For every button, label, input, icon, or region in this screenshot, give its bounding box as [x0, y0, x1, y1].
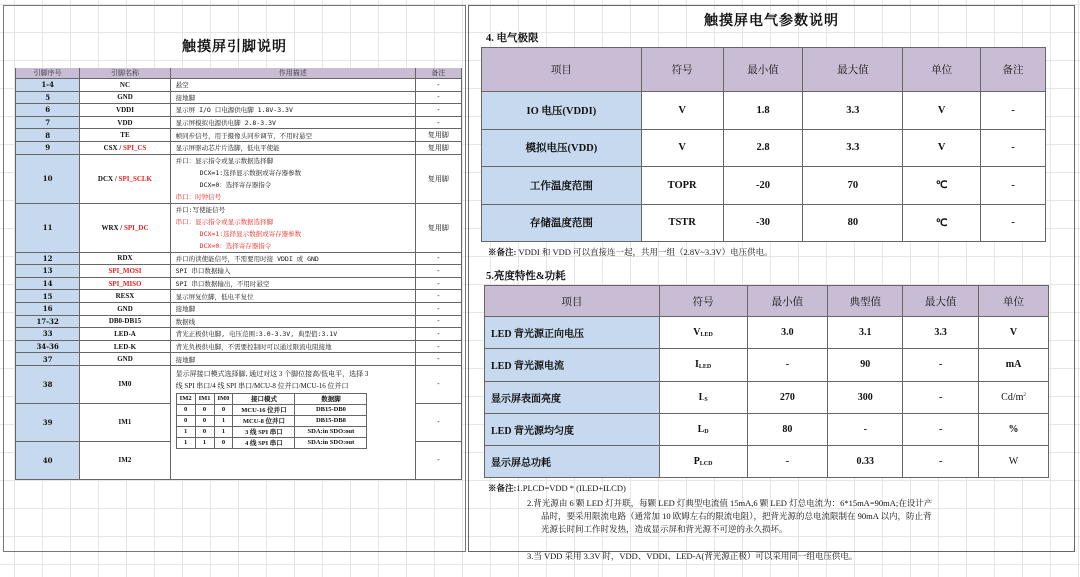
param-symbol [659, 381, 747, 413]
table-row [485, 381, 1049, 413]
im1-value: 1 [195, 437, 214, 448]
pin-note: 复用脚 [415, 129, 461, 142]
param-unit: V [979, 317, 1049, 349]
electrical-panel-title: 触摸屏电气参数说明 [704, 13, 839, 29]
param-unit [979, 381, 1049, 413]
pin-name-parallel: DCX / [97, 174, 119, 183]
header-item: 项目 [482, 48, 642, 92]
brightness-note-2 [527, 497, 1057, 536]
param-max: - [903, 349, 979, 381]
pin-note: 复用脚 [415, 154, 461, 203]
table-row [16, 129, 462, 142]
pin-name: IM2 [80, 441, 170, 479]
header-pin-desc: 作用描述 [170, 68, 415, 79]
symbol-main: P [693, 456, 700, 468]
note-text: 1.PLCD=VDD * (ILED+ILCD) [516, 483, 626, 493]
pin-seq: 16 [16, 302, 80, 315]
param-item: 工作温度范围 [482, 167, 642, 205]
pin-note: - [415, 441, 461, 479]
header-symbol: 符号 [641, 48, 723, 92]
pin-name: GND [80, 302, 170, 315]
pin-seq: 37 [16, 353, 80, 366]
data-pins: DB15-DB0 [295, 404, 367, 415]
brightness-table-header [485, 286, 1049, 317]
param-max: 3.3 [903, 317, 979, 349]
pin-desc: 帧同步信号，用于摄像头同步调节，不用时悬空 [170, 129, 415, 142]
param-symbol: V [641, 92, 723, 130]
pin-note: - [415, 340, 461, 353]
param-symbol [659, 446, 747, 478]
param-symbol: V [641, 129, 723, 167]
pin-seq: 6 [16, 104, 80, 117]
param-unit: W [979, 446, 1049, 478]
im1-value: 0 [195, 426, 214, 437]
table-row [16, 141, 462, 154]
param-symbol: TOPR [641, 167, 723, 205]
param-note: - [981, 167, 1046, 205]
table-row [16, 154, 462, 203]
pin-seq: 15 [16, 290, 80, 303]
param-typ: 300 [828, 381, 903, 413]
unit-main: Cd/m [1001, 391, 1024, 403]
param-max: 80 [803, 204, 903, 242]
pin-note: - [415, 328, 461, 341]
data-pins: DB15-DB8 [295, 415, 367, 426]
table-row [16, 365, 462, 403]
table-row [16, 91, 462, 104]
desc-line: DCX=0：选择寄存器指令 [199, 180, 272, 189]
param-min: 1.8 [723, 92, 803, 130]
pin-note: 复用脚 [415, 203, 461, 252]
header-typ: 典型值 [828, 286, 903, 317]
pin-name-parallel: CSX / [103, 143, 124, 152]
unit-sup: 2 [1023, 392, 1026, 398]
param-unit: V [903, 129, 981, 167]
desc-line: 并口:写使能信号 [175, 205, 226, 214]
symbol-sub: LED [700, 332, 713, 339]
param-typ: - [828, 413, 903, 445]
symbol-main: I [694, 359, 699, 371]
interface-mode: MCU-16 位并口 [233, 404, 295, 415]
table-row [482, 92, 1046, 130]
interface-mode-table [176, 393, 368, 449]
im2-value: 1 [176, 426, 195, 437]
pin-desc [170, 203, 415, 252]
limits-table-header [482, 48, 1046, 92]
pin-desc: 数据线 [170, 315, 415, 328]
table-row [482, 129, 1046, 167]
param-item: LED 背光源均匀度 [485, 413, 660, 445]
param-max: - [903, 446, 979, 478]
pin-desc [170, 154, 415, 203]
pin-desc: 显示屏模拟电源供电脚 2.8-3.3V [170, 116, 415, 129]
param-min: - [747, 446, 828, 478]
pin-seq: 34-36 [16, 340, 80, 353]
param-item: LED 背光源电流 [485, 349, 660, 381]
sub-table-row [176, 415, 367, 426]
data-pins: SDA:in SDO:out [295, 426, 367, 437]
im2-value: 0 [176, 415, 195, 426]
param-min: 3.0 [747, 317, 828, 349]
header-item: 项目 [485, 286, 660, 317]
param-item: 模拟电压(VDD) [482, 129, 642, 167]
pin-name: RDX [80, 252, 170, 265]
pin-name-spi: SPI_SCLK [118, 174, 153, 183]
param-item: 显示屏总功耗 [485, 446, 660, 478]
electrical-params-panel [468, 5, 1075, 561]
pin-desc: SPI 串口数据输出，不用时悬空 [170, 277, 415, 290]
param-min: 80 [747, 413, 828, 445]
pin-seq: 13 [16, 265, 80, 278]
header-pin-note: 备注 [415, 68, 461, 79]
note-text: VDDI 和 VDD 可以直接连一起，共用一组（2.8V~3.3V）电压供电。 [516, 247, 773, 257]
sub-header: 数据脚 [295, 393, 367, 404]
pin-desc: 背光正极供电脚, 电压范围:3.0-3.3V, 典型值:3.1V [170, 328, 415, 341]
table-row [482, 204, 1046, 242]
pin-name: SPI_MOSI [80, 265, 170, 278]
pin-note: - [415, 91, 461, 104]
pin-seq: 8 [16, 129, 80, 142]
pin-seq: 7 [16, 116, 80, 129]
sub-table-header [176, 393, 367, 404]
symbol-main: L [697, 424, 705, 436]
param-min: -30 [723, 204, 803, 242]
pin-seq: 11 [16, 203, 80, 252]
pin-name: GND [80, 353, 170, 366]
pin-desc: 接地脚 [170, 353, 415, 366]
pin-name: VDDI [80, 104, 170, 117]
pin-desc: 显示屏复位脚，低电平复位 [170, 290, 415, 303]
param-item: LED 背光源正向电压 [485, 317, 660, 349]
note-text: 2.背光源由 6 颗 LED 灯并联，每颗 LED 灯典型电流值 15mA,6 颗 LED 灯总电流为：6*15mA=90mA;在设计产 [527, 498, 933, 508]
desc-line: DCX=1:选择显示数据或寄存器参数 [199, 168, 302, 177]
table-row [16, 79, 462, 92]
pin-panel-title: 触摸屏引脚说明 [182, 39, 287, 55]
pin-name: RESX [80, 290, 170, 303]
sub-header: IM0 [214, 393, 233, 404]
pin-note: - [415, 252, 461, 265]
pin-seq: 10 [16, 154, 80, 203]
brightness-note-3: 3.当 VDD 采用 3.3V 时，VDD、VDDI、LED-A(背光源正极）可以采用同一组电压供电。 [527, 551, 858, 561]
header-min: 最小值 [723, 48, 803, 92]
param-item: 存储温度范围 [482, 204, 642, 242]
interface-mode: MCU-8 位并口 [233, 415, 295, 426]
table-row [16, 265, 462, 278]
sub-table-row [176, 426, 367, 437]
symbol-sub: LCD [699, 461, 713, 468]
pin-name-parallel: WRX / [101, 223, 124, 232]
sub-header: IM2 [176, 393, 195, 404]
symbol-sub: LED [698, 364, 712, 371]
table-row [16, 252, 462, 265]
brightness-power-table [484, 285, 1049, 478]
pin-name: SPI_MISO [80, 277, 170, 290]
header-note: 备注 [981, 48, 1046, 92]
param-symbol [659, 413, 747, 445]
pin-note: - [415, 79, 461, 92]
pin-name-spi: SPI_CS [123, 143, 147, 152]
header-min: 最小值 [747, 286, 828, 317]
param-symbol [659, 317, 747, 349]
desc-line: 线 SPI 串口/4 线 SPI 串口/MCU-8 位并口/MCU-16 位并口 [175, 381, 349, 390]
sub-table-row [176, 404, 367, 415]
im0-value: 0 [214, 404, 233, 415]
pin-name [80, 154, 170, 203]
table-row [16, 290, 462, 303]
table-row [485, 446, 1049, 478]
param-min: -20 [723, 167, 803, 205]
pin-note: - [415, 353, 461, 366]
sub-header: 接口模式 [233, 393, 295, 404]
desc-line-serial: 串口：时钟信号 [175, 192, 222, 201]
pin-desc: 悬空 [170, 79, 415, 92]
pin-name: TE [80, 129, 170, 142]
param-typ: 90 [828, 349, 903, 381]
pin-seq: 40 [16, 441, 80, 479]
im0-value: 0 [214, 437, 233, 448]
pin-seq: 17-32 [16, 315, 80, 328]
param-max: - [903, 413, 979, 445]
desc-line-serial: 串口：显示指令或显示数据选择脚 [175, 217, 274, 226]
param-max: 3.3 [803, 92, 903, 130]
param-typ: 0.33 [828, 446, 903, 478]
param-typ: 3.1 [828, 317, 903, 349]
pin-description-panel [3, 5, 466, 552]
header-max: 最大值 [803, 48, 903, 92]
param-max: 3.3 [803, 129, 903, 167]
table-row [16, 203, 462, 252]
pin-seq: 14 [16, 277, 80, 290]
im0-value: 1 [214, 415, 233, 426]
table-row [485, 317, 1049, 349]
pin-name: IM0 [80, 365, 170, 403]
header-unit: 单位 [903, 48, 981, 92]
symbol-main: V [693, 327, 701, 339]
note-label: ※备注: [488, 483, 517, 493]
param-note: - [981, 204, 1046, 242]
pin-name: NC [80, 79, 170, 92]
pin-seq: 38 [16, 365, 80, 403]
limits-note [488, 246, 773, 259]
header-symbol: 符号 [659, 286, 747, 317]
param-min: 270 [747, 381, 828, 413]
pin-name: LED-A [80, 328, 170, 341]
header-unit: 单位 [979, 286, 1049, 317]
pin-note: 复用脚 [415, 141, 461, 154]
pin-note: - [415, 315, 461, 328]
pin-note: - [415, 365, 461, 403]
pin-table [15, 68, 462, 480]
pin-note: - [415, 104, 461, 117]
pin-desc: 显示屏驱动芯片片选脚，低电平使能 [170, 141, 415, 154]
sub-table-row [176, 437, 367, 448]
symbol-sub: -S [702, 396, 708, 403]
pin-seq: 12 [16, 252, 80, 265]
pin-name: LED-K [80, 340, 170, 353]
desc-line: 显示屏接口模式选择脚, 通过对这 3 个脚位接高/低电平，选择 3 [175, 369, 369, 378]
symbol-sub: D [704, 429, 709, 436]
im-pin-desc [170, 365, 415, 479]
param-min: - [747, 349, 828, 381]
brightness-note-1 [488, 482, 626, 495]
pin-name: GND [80, 91, 170, 104]
im0-value: 1 [214, 426, 233, 437]
pin-seq: 1-4 [16, 79, 80, 92]
note-text: 品时，要采用限流电路（通常加 10 欧姆左右的限流电阻），把背光源的总电流限制在 90mA 以内，防止背 [541, 511, 932, 521]
param-symbol: TSTR [641, 204, 723, 242]
param-note: - [981, 129, 1046, 167]
param-note: - [981, 92, 1046, 130]
param-item: IO 电压(VDDI) [482, 92, 642, 130]
param-unit: mA [979, 349, 1049, 381]
pin-desc: 并口的读使能信号，不需要用时接 VDDI 或 GND [170, 252, 415, 265]
pin-desc: 接地脚 [170, 91, 415, 104]
param-min: 2.8 [723, 129, 803, 167]
im1-value: 0 [195, 404, 214, 415]
param-max: - [903, 381, 979, 413]
header-pin-seq: 引脚序号 [16, 68, 80, 79]
desc-line-serial: DCX=1:选择显示数据或寄存器参数 [199, 229, 302, 238]
note-text: 光源长时间工作时发热，造成显示屏和背光源不可逆的永久损坏。 [541, 524, 788, 534]
pin-table-header [16, 68, 462, 79]
table-row [16, 116, 462, 129]
desc-line: 并口：显示指令或显示数据选择脚 [175, 156, 274, 165]
table-row [485, 349, 1049, 381]
pin-desc: SPI 串口数据输入 [170, 265, 415, 278]
pin-seq: 33 [16, 328, 80, 341]
pin-desc: 显示屏 I/O 口电源供电脚 1.8V-3.3V [170, 104, 415, 117]
pin-name-spi: SPI_DC [124, 223, 149, 232]
pin-note: - [415, 116, 461, 129]
electrical-limits-table [481, 47, 1046, 242]
pin-name [80, 141, 170, 154]
param-unit: ℃ [903, 204, 981, 242]
pin-desc: 接地脚 [170, 302, 415, 315]
pin-note: - [415, 302, 461, 315]
table-row [16, 104, 462, 117]
symbol-main: I [698, 391, 703, 403]
pin-note: - [415, 403, 461, 441]
param-unit: ℃ [903, 167, 981, 205]
sub-header: IM1 [195, 393, 214, 404]
header-max: 最大值 [903, 286, 979, 317]
im1-value: 0 [195, 415, 214, 426]
pin-name: IM1 [80, 403, 170, 441]
desc-line-serial: DCX=0：选择寄存器指令 [199, 241, 272, 250]
interface-mode: 4 线 SPI 串口 [233, 437, 295, 448]
pin-name [80, 203, 170, 252]
param-max: 70 [803, 167, 903, 205]
table-row [16, 302, 462, 315]
pin-seq: 5 [16, 91, 80, 104]
param-item: 显示屏表面亮度 [485, 381, 660, 413]
table-row [482, 167, 1046, 205]
header-pin-name: 引脚名称 [80, 68, 170, 79]
pin-name: VDD [80, 116, 170, 129]
param-unit: % [979, 413, 1049, 445]
pin-note: - [415, 265, 461, 278]
pin-seq: 39 [16, 403, 80, 441]
interface-mode: 3 线 SPI 串口 [233, 426, 295, 437]
section-heading-brightness: 5.亮度特性&功耗 [486, 271, 566, 282]
pin-note: - [415, 277, 461, 290]
table-row [16, 353, 462, 366]
im2-value: 1 [176, 437, 195, 448]
note-label: ※备注: [488, 247, 517, 257]
param-unit: V [903, 92, 981, 130]
pin-desc: 背光负极供电脚，不需要控制时可以通过限流电阻接地 [170, 340, 415, 353]
data-pins: SDA:in SDO:out [295, 437, 367, 448]
pin-name: DB0-DB15 [80, 315, 170, 328]
table-row [16, 277, 462, 290]
pin-seq: 9 [16, 141, 80, 154]
im2-value: 0 [176, 404, 195, 415]
table-row [16, 328, 462, 341]
section-heading-limits: 4. 电气极限 [486, 33, 539, 44]
table-row [16, 340, 462, 353]
pin-note: - [415, 290, 461, 303]
table-row [485, 413, 1049, 445]
table-row [16, 315, 462, 328]
param-symbol [659, 349, 747, 381]
